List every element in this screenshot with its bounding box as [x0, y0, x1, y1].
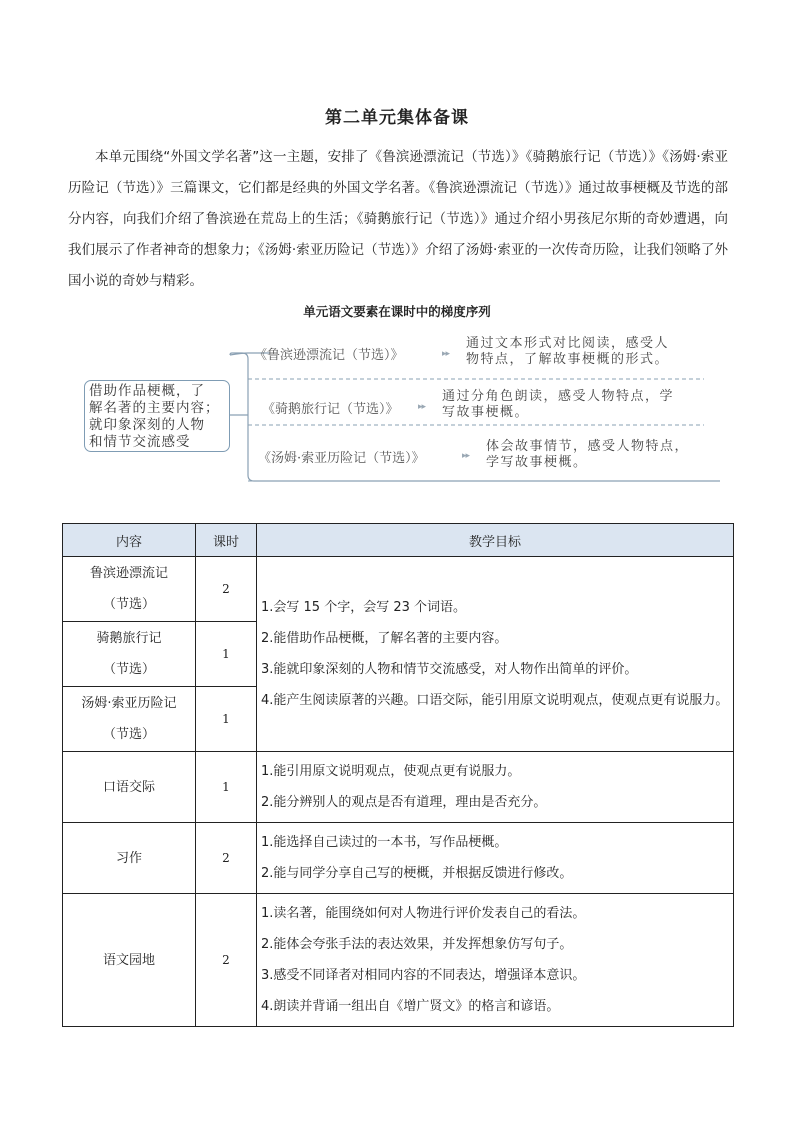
branch-goal-3: [486, 439, 689, 471]
root-line: 解名著的主要内容；: [89, 400, 220, 416]
row-name: [63, 823, 196, 894]
double-arrow-icon: ▸▸: [418, 402, 426, 412]
branch-goal-2: [442, 389, 674, 421]
row-hours: 2: [196, 823, 257, 894]
branch-lesson-3: 《汤姆·索亚历险记（节选）》: [258, 451, 425, 466]
intro-section: [68, 142, 728, 297]
row-goals: [257, 894, 734, 1027]
name-line: 语文园地: [102, 952, 155, 968]
row-hours: 1: [196, 622, 257, 687]
goal-item: 4.能产生阅读原著的兴趣。口语交际，能引用原文说明观点，使观点更有说服力。: [261, 693, 729, 708]
goal-item: 2.能借助作品梗概，了解名著的主要内容。: [261, 631, 508, 646]
row-goals: [257, 823, 734, 894]
table-row: [63, 557, 734, 622]
row-goals: [257, 752, 734, 823]
goal-line: 物特点，了解故事梗概的形式。: [466, 352, 670, 367]
root-line: 就印象深刻的人物: [89, 417, 205, 433]
double-arrow-icon: ▸▸: [462, 451, 470, 461]
name-line: （节选）: [102, 727, 155, 742]
branch-goal-1: [466, 336, 669, 368]
row-name: [63, 622, 196, 687]
goal-line: 通过文本形式对比阅读，感受人: [466, 336, 670, 351]
table-row: [63, 823, 734, 894]
goal-item: 2.能与同学分享自己写的梗概，并根据反馈进行修改。: [261, 866, 573, 881]
name-line: 汤姆·索亚历险记: [81, 696, 177, 711]
root-line: 和情节交流感受: [89, 434, 191, 450]
name-line: 鲁滨逊漂流记: [89, 566, 168, 581]
root-line: 借助作品梗概，了: [89, 383, 205, 399]
diagram-root-box: [84, 380, 230, 452]
name-line: 口语交际: [102, 779, 155, 795]
table-row: [63, 894, 734, 1027]
row-hours: 1: [196, 687, 257, 752]
header-content: 内容: [63, 524, 196, 557]
name-line: 骑鹅旅行记: [96, 631, 162, 646]
branch-lesson-1: 《鲁滨逊漂流记（节选）》: [254, 348, 404, 363]
goal-item: 1.会写 15 个字，会写 23 个词语。: [261, 600, 467, 615]
goal-item: 3.感受不同译者对相同内容的不同表达，增强译本意识。: [261, 968, 586, 983]
row-name: [63, 557, 196, 622]
row-name: [63, 894, 196, 1027]
branch-lesson-2: 《骑鹅旅行记（节选）》: [262, 402, 399, 417]
page-title: 第二单元集体备课: [325, 108, 469, 128]
double-arrow-icon: ▸▸: [442, 349, 450, 359]
name-line: （节选）: [102, 597, 155, 612]
name-line: 习作: [115, 850, 142, 866]
goal-item: 2.能体会夸张手法的表达效果，并发挥想象仿写句子。: [261, 937, 573, 952]
row-hours: 2: [196, 557, 257, 622]
header-goals: 教学目标: [257, 524, 734, 557]
goal-item: 1.读名著，能围绕如何对人物进行评价发表自己的看法。: [261, 906, 586, 921]
diagram-title: 单元语文要素在课时中的梯度序列: [303, 304, 491, 319]
header-hours: 课时: [196, 524, 257, 557]
goal-line: 学写故事梗概。: [486, 455, 588, 470]
goal-item: 3.能就印象深刻的人物和情节交流感受，对人物作出简单的评价。: [261, 662, 638, 677]
intro-paragraph: 本单元围绕“外国文学名著”这一主题，安排了《鲁滨逊漂流记（节选）》《骑鹅旅行记（节选）》《汤姆·索亚历险记（节选）》三篇课文，它们都是经典的外国文学名著。《鲁滨逊漂流记（节选）》通过故事梗概及节选的部分内容，向我们介绍了鲁滨逊在荒岛上的生活；《骑鹅旅行记（节选）》通过介绍小男孩尼尔斯的奇妙遭遇，向我们展示了作者神奇的想象力；《汤姆·索亚历险记（节选）》介绍了汤姆·索亚的一次传奇历险，让我们领略了外国小说的奇妙与精彩。: [68, 149, 728, 289]
goal-item: 2.能分辨别人的观点是否有道理，理由是否充分。: [261, 795, 547, 810]
table-row: [63, 752, 734, 823]
goal-item: 1.能选择自己读过的一本书，写作品梗概。: [261, 835, 508, 850]
name-line: （节选）: [102, 662, 155, 677]
row-name: [63, 687, 196, 752]
lesson-plan-table: [62, 523, 734, 1027]
goal-item: 4.朗读并背诵一组出自《增广贤文》的格言和谚语。: [261, 999, 560, 1014]
goal-line: 通过分角色朗读，感受人物特点，学: [442, 389, 675, 404]
row-hours: 2: [196, 894, 257, 1027]
table-header-row: [63, 524, 734, 557]
row-name: [63, 752, 196, 823]
goal-item: 1.能引用原文说明观点，使观点更有说服力。: [261, 764, 521, 779]
goal-line: 写故事梗概。: [442, 405, 530, 420]
row-hours: 1: [196, 752, 257, 823]
row-goals: [257, 557, 734, 752]
goal-line: 体会故事情节，感受人物特点，: [486, 439, 690, 454]
